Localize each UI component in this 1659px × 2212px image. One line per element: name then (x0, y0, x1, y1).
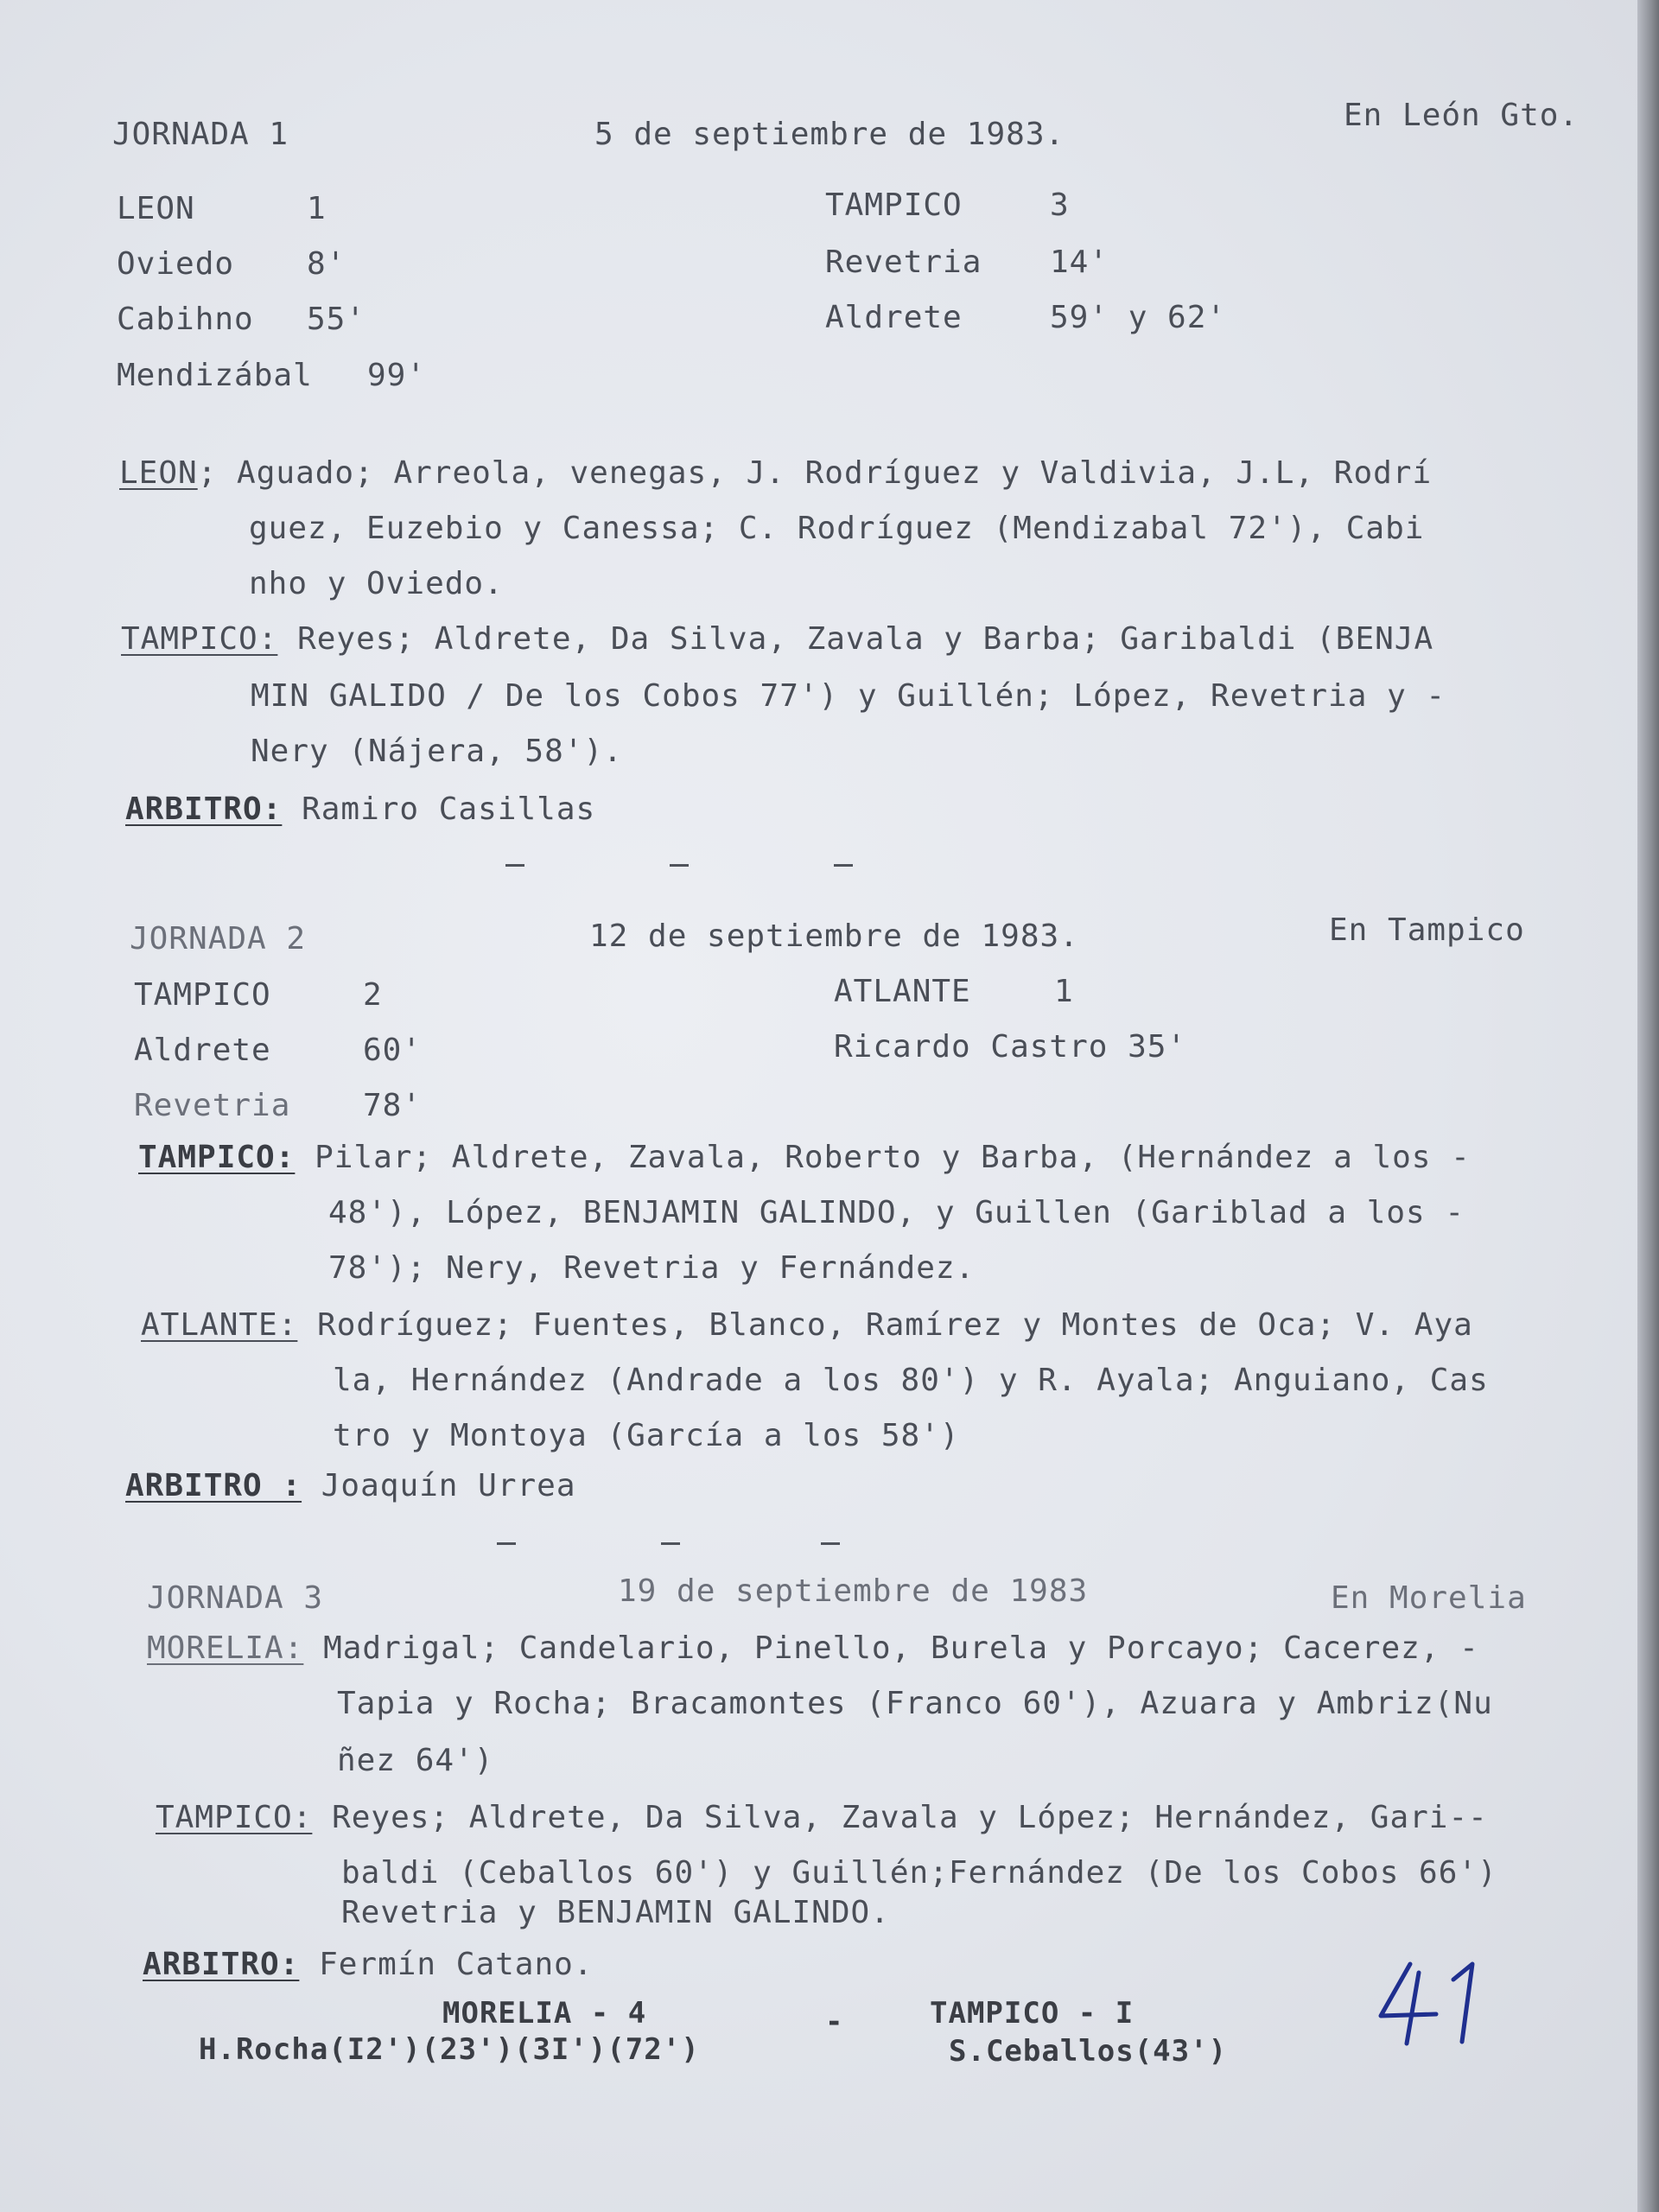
j3-result-separator: - (825, 2005, 844, 2039)
separator-dash (821, 1542, 840, 1545)
j2-home-goal-min: 60' (363, 1033, 423, 1068)
j2-atlante-line: Rodríguez; Fuentes, Blanco, Ramírez y Montes de Oca; V. Aya (297, 1307, 1473, 1343)
j1-home-goal-name: Oviedo (117, 246, 235, 282)
j1-ref: Ramiro Casillas (282, 791, 596, 827)
j1-home-goal-min: 55' (307, 302, 366, 337)
j2-ref-label: ARBITRO : (125, 1468, 302, 1503)
j3-place: En Morelia (1331, 1580, 1527, 1616)
j1-leon-line: ; Aguado; Arreola, venegas, J. Rodríguez y Valdivia, J.L, Rodrí (197, 455, 1433, 491)
j1-header: JORNADA 1 (112, 117, 289, 152)
j1-home-goal-min: 99' (367, 358, 427, 393)
separator-dash (505, 864, 524, 867)
j1-tampico-line: Reyes; Aldrete, Da Silva, Zavala y Barba; Garibaldi (BENJA (277, 621, 1434, 657)
j2-atlante-line: la, Hernández (Andrade a los 80') y R. Ayala; Anguiano, Cas (333, 1363, 1489, 1398)
j2-place: En Tampico (1329, 912, 1525, 948)
j3-header: JORNADA 3 (147, 1580, 324, 1616)
j1-home-score: 1 (307, 191, 327, 226)
separator-dash (834, 864, 853, 867)
j2-date: 12 de septiembre de 1983. (589, 918, 1079, 954)
j2-atlante-line: tro y Montoya (García a los 58') (333, 1418, 960, 1453)
j1-away-goal-name: Revetria (825, 245, 982, 280)
j3-date: 19 de septiembre de 1983 (618, 1573, 1089, 1609)
j3-morelia-line: ñez 64') (337, 1743, 494, 1778)
j1-leon-line: guez, Euzebio y Canessa; C. Rodríguez (Mendizabal 72'), Cabi (249, 511, 1425, 546)
j1-place: En León Gto. (1344, 98, 1580, 133)
j2-header: JORNADA 2 (130, 921, 307, 957)
j2-away-goal: Ricardo Castro 35' (834, 1029, 1187, 1065)
j2-home-team: TAMPICO (134, 977, 271, 1013)
separator-dash (497, 1542, 516, 1545)
j3-result-away-scorers: S.Ceballos(43') (949, 2034, 1228, 2069)
j2-home-goal-name: Revetria (134, 1088, 291, 1123)
j3-result-home: MORELIA - 4 (442, 1996, 647, 2031)
j3-morelia-line: Madrigal; Candelario, Pinello, Burela y Porcayo; Cacerez, - (303, 1630, 1479, 1666)
j1-home-team: LEON (117, 191, 195, 226)
j1-away-score: 3 (1050, 188, 1070, 223)
j3-tampico-line: baldi (Ceballos 60') y Guillén;Fernández (De los Cobos 66') (341, 1855, 1497, 1891)
j3-tampico-label: TAMPICO: (156, 1800, 313, 1835)
j3-ref: Fermín Catano. (299, 1947, 594, 1982)
j1-away-goal-min: 59' y 62' (1050, 300, 1227, 335)
j2-home-score: 2 (363, 977, 383, 1013)
j1-home-goal-name: Mendizábal (117, 358, 313, 393)
j1-tampico-label: TAMPICO: (121, 621, 278, 657)
handwritten-page-number-icon (1374, 1957, 1495, 2052)
j3-morelia-label: MORELIA: (147, 1630, 304, 1666)
separator-dash (670, 864, 689, 867)
page-edge (1637, 0, 1659, 2212)
j2-home-goal-name: Aldrete (134, 1033, 271, 1068)
j2-away-team: ATLANTE (834, 974, 971, 1009)
j2-away-score: 1 (1054, 974, 1074, 1009)
j1-ref-label: ARBITRO: (125, 791, 283, 827)
separator-dash (661, 1542, 680, 1545)
j3-morelia-line: Tapia y Rocha; Bracamontes (Franco 60'), Azuara y Ambriz(Nu (337, 1686, 1493, 1721)
j2-home-goal-min: 78' (363, 1088, 423, 1123)
j1-leon-label: LEON (119, 455, 198, 491)
j1-date: 5 de septiembre de 1983. (594, 117, 1065, 152)
j1-tampico-line: Nery (Nájera, 58'). (251, 734, 623, 769)
j1-home-goal-min: 8' (307, 246, 346, 282)
j3-result-home-scorers: H.Rocha(I2')(23')(3I')(72') (199, 2032, 700, 2067)
j2-ref: Joaquín Urrea (302, 1468, 576, 1503)
j2-tampico-line: Pilar; Aldrete, Zavala, Roberto y Barba, (Hernández a los - (295, 1140, 1471, 1175)
j2-atlante-label: ATLANTE: (141, 1307, 298, 1343)
j1-away-team: TAMPICO (825, 188, 963, 223)
j1-home-goal-name: Cabihno (117, 302, 254, 337)
j2-tampico-line: 78'); Nery, Revetria y Fernández. (328, 1250, 976, 1286)
j1-leon-line: nho y Oviedo. (249, 566, 504, 601)
j3-result-away: TAMPICO - I (930, 1996, 1135, 2031)
j3-tampico-line: Revetria y BENJAMIN GALINDO. (341, 1895, 890, 1930)
j1-tampico-line: MIN GALIDO / De los Cobos 77') y Guillén; López, Revetria y - (251, 678, 1446, 714)
j3-ref-label: ARBITRO: (143, 1947, 300, 1982)
j1-away-goal-min: 14' (1050, 245, 1109, 280)
j1-away-goal-name: Aldrete (825, 300, 963, 335)
j2-tampico-line: 48'), López, BENJAMIN GALINDO, y Guillen (Gariblad a los - (328, 1195, 1465, 1230)
j3-tampico-line: Reyes; Aldrete, Da Silva, Zavala y López; Hernández, Gari-- (312, 1800, 1488, 1835)
j2-tampico-label: TAMPICO: (138, 1140, 296, 1175)
